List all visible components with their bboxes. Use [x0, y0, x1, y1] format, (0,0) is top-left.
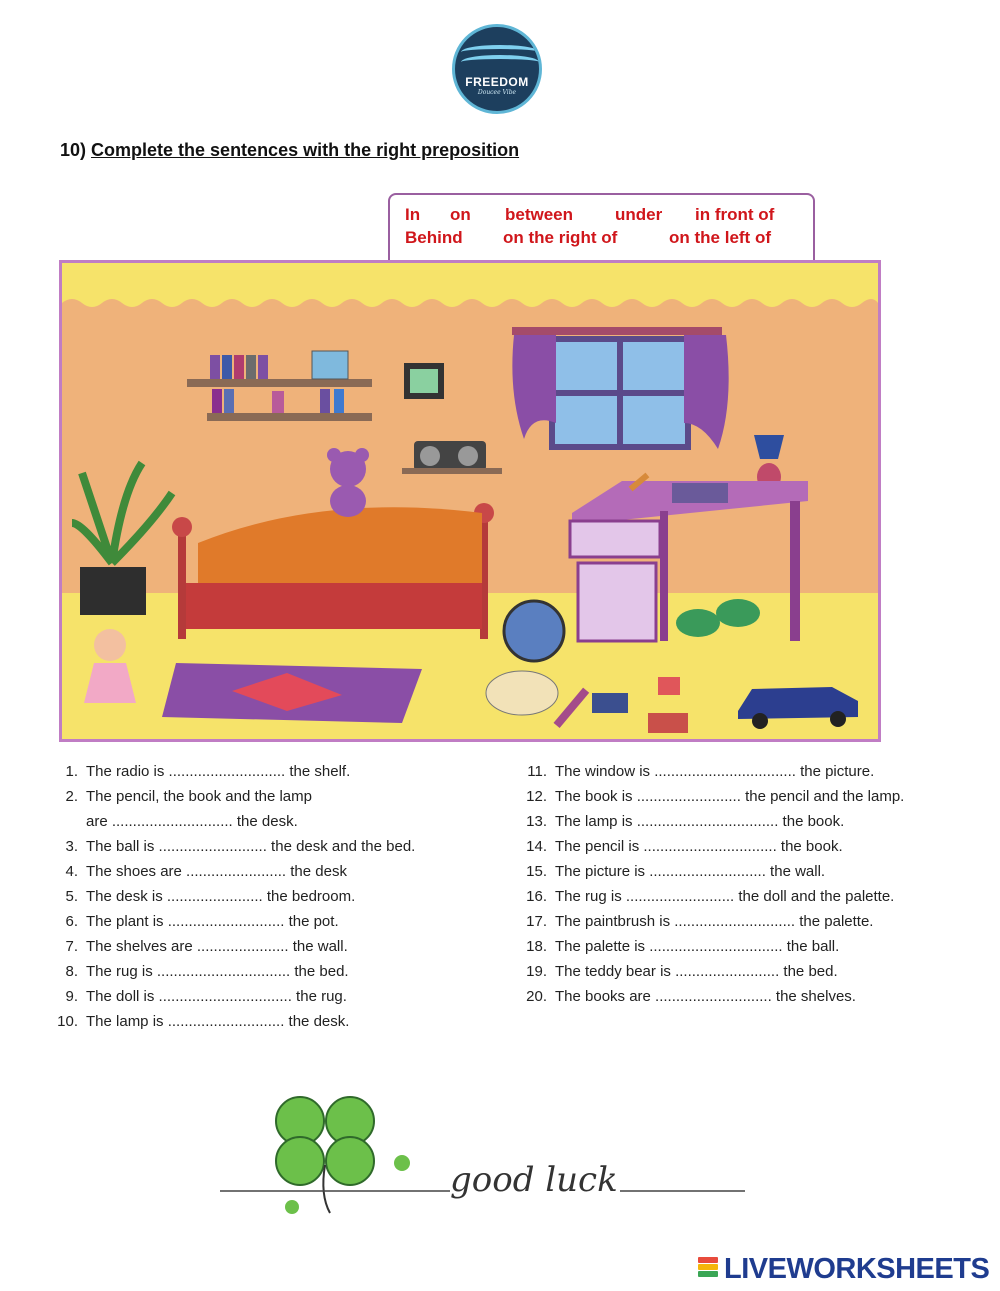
book-icon [212, 389, 222, 413]
sentence-8: 8. The rug is ................................ the bed. [65, 963, 349, 980]
small-clover-icon [285, 1200, 299, 1214]
rug-icon [162, 663, 422, 723]
book-icon [334, 389, 344, 413]
sentence-15: 15. The picture is ............................ the wall. [526, 863, 826, 880]
sentence-16: 16. The rug is .......................... the doll and the palette. [526, 888, 895, 905]
sentence-3: 3. The ball is .......................... the desk and the bed. [65, 838, 416, 855]
liveworksheets-brand: LIVEWORKSHEETS [724, 1253, 990, 1285]
logo-tagline: Doucee Vibe [477, 89, 517, 96]
book-icon [222, 355, 232, 379]
box-icon [312, 351, 348, 379]
ball-icon [504, 601, 564, 661]
exercise-heading [60, 140, 519, 161]
sentence-17: 17. The paintbrush is ............................. the palette. [526, 913, 874, 930]
exercise-instruction: Complete the sentences with the right preposition [91, 140, 520, 160]
logo-brand: FREEDOM [465, 75, 529, 89]
word-in-front-of: in front of [695, 205, 775, 224]
sentence-12: 12. The book is ......................... the pencil and the lamp. [526, 788, 905, 805]
sentence-18: 18. The palette is ................................ the ball. [526, 938, 840, 955]
sentence-7: 7. The shelves are ...................... the wall. [65, 938, 348, 955]
book-on-desk-icon [672, 483, 728, 503]
sentence-20: 20. The books are ............................ the shelves. [526, 988, 856, 1005]
sentence-4: 4. The shoes are ........................ the desk [65, 863, 347, 880]
sentence-6: 6. The plant is ............................ the pot. [65, 913, 339, 930]
book-icon [320, 389, 330, 413]
book-icon [246, 355, 256, 379]
lego-icon [658, 677, 680, 695]
lego-icon [648, 713, 688, 733]
clover-decoration [220, 1085, 750, 1225]
sentence-13: 13. The lamp is .................................. the book. [526, 813, 845, 830]
freedom-logo [452, 24, 542, 114]
word-on: on [450, 205, 471, 224]
small-clover-icon [394, 1155, 410, 1171]
word-on-the-right-of: on the right of [503, 228, 618, 247]
sentence-11: 11. The window is .................................. the picture. [527, 763, 875, 780]
sentence-5: 5. The desk is ....................... the bedroom. [65, 888, 356, 905]
palette-icon [486, 671, 558, 715]
word-in: In [405, 205, 421, 224]
book-icon [272, 391, 284, 413]
book-icon [258, 355, 268, 379]
book-icon [234, 355, 244, 379]
sentence-2-continued: are ............................. the desk. [86, 813, 298, 830]
sentence-19: 19. The teddy bear is ......................... the bed. [526, 963, 838, 980]
word-under: under [615, 205, 663, 224]
exercise-number: 10) [60, 140, 87, 160]
word-behind: Behind [405, 228, 463, 247]
liveworksheets-mark-icon [698, 1257, 718, 1283]
word-on-the-left-of: on the left of [669, 228, 771, 247]
sentence-10: 10. The lamp is ............................ the desk. [57, 1013, 350, 1030]
book-icon [224, 389, 234, 413]
good-luck-text: good luck [450, 1160, 618, 1200]
bedroom-illustration [62, 263, 878, 739]
pot-icon [80, 567, 146, 615]
sentence-1: 1. The radio is ............................ the shelf. [65, 763, 351, 780]
sentence-14: 14. The pencil is ................................ the book. [526, 838, 843, 855]
book-icon [210, 355, 220, 379]
logo-wave-icon [461, 55, 539, 69]
shoe-icon [676, 609, 720, 637]
shoe-icon [716, 599, 760, 627]
four-leaf-clover-icon [276, 1097, 374, 1213]
bedroom-picture [59, 260, 881, 742]
sentence-2: 2. The pencil, the book and the lamp [65, 788, 312, 805]
sentence-9: 9. The doll is ................................ the rug. [65, 988, 347, 1005]
lego-icon [592, 693, 628, 713]
word-between: between [505, 205, 574, 224]
